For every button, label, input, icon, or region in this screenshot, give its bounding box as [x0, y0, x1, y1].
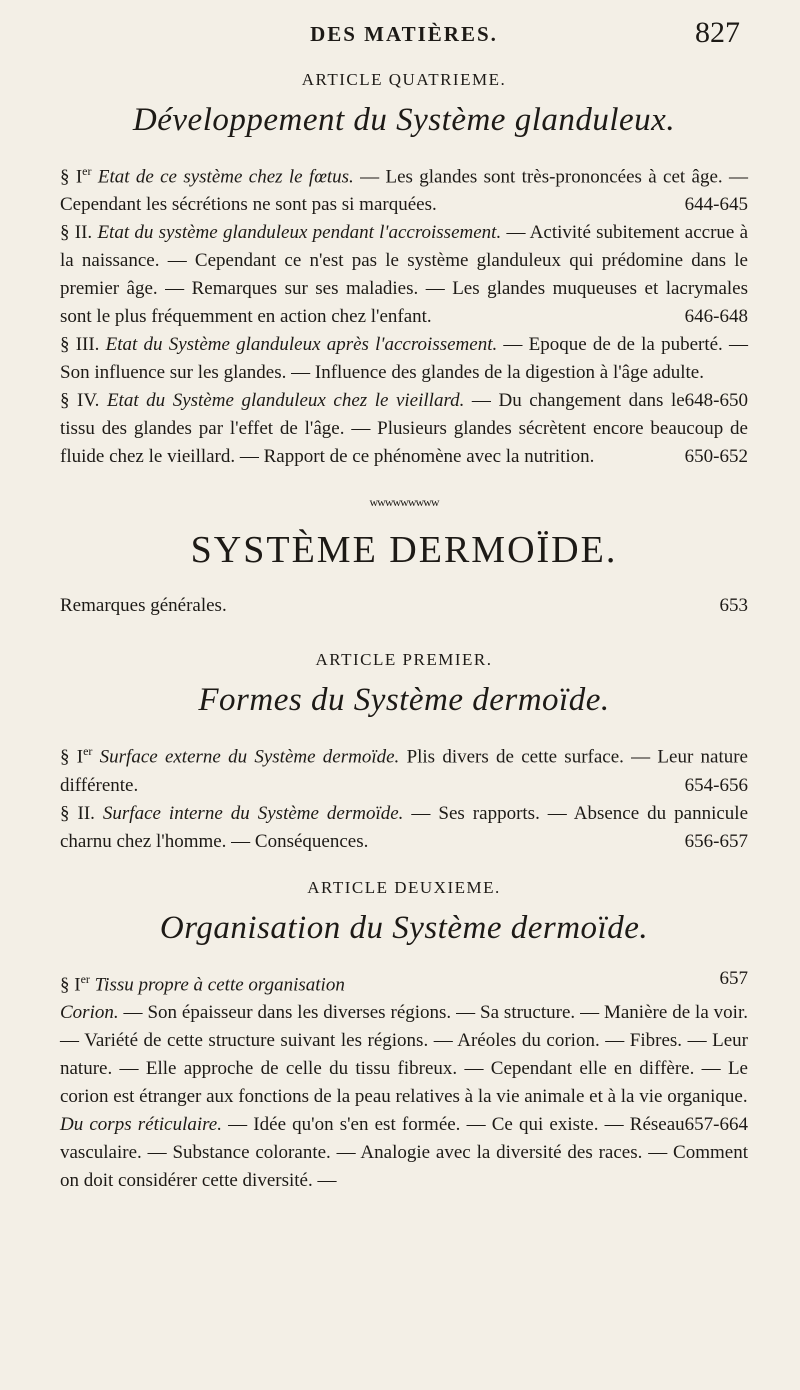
section-mark: § I: [60, 166, 83, 188]
entry-pages: 657-664: [684, 1113, 748, 1135]
index-entry: [60, 800, 748, 856]
index-entry: [60, 737, 748, 799]
entry-heading: Etat du Système glanduleux après l'accroissement.: [105, 334, 498, 356]
entry-text: — Du changement dans le tissu des glandes par l'effet de l'âge. — Plusieurs glandes sécrètent encore beaucoup de fluide chez le vieillard. — Rapport de ce phénomène avec la nutrition.: [60, 390, 748, 468]
article-label: ARTICLE QUATRIEME.: [301, 70, 507, 89]
entry-heading: Du corps réticulaire.: [60, 1113, 222, 1135]
section-title: Développement du Système glanduleux.: [132, 102, 676, 138]
entry-heading: Tissu propre à cette organisation: [94, 973, 345, 995]
index-entry: [60, 219, 748, 331]
index-entry: [60, 1111, 748, 1195]
entry-heading: Corion.: [60, 1001, 119, 1023]
entry-pages: 656-657: [684, 830, 748, 852]
entry-pages: 646-648: [684, 306, 748, 328]
index-entry: [60, 387, 748, 471]
entry-text: Plis divers de cette surface. — Leur nature différente.: [60, 746, 748, 796]
section-mark: § II.: [60, 802, 95, 824]
entry-heading: Surface externe du Système dermoïde.: [99, 746, 400, 768]
entry-pages: 644-645: [684, 194, 748, 216]
remarks-pages: 653: [719, 595, 748, 617]
entries-article4: [60, 157, 748, 471]
entry-text: — Les glandes sont très-prononcées à cet âge. — Cependant les sécrétions ne sont pas si marquées.: [60, 166, 748, 216]
entry-text: — Ses rapports. — Absence du pannicule charnu chez l'homme. — Conséquences.: [60, 802, 749, 852]
entries-article1: [60, 737, 748, 855]
remarks-text: Remarques générales.: [60, 595, 227, 617]
index-entry: [60, 157, 748, 219]
index-entry: [60, 965, 748, 999]
section-mark: § I: [60, 746, 84, 768]
entry-pages: 650-652: [684, 446, 748, 468]
remarks-entry: [60, 592, 748, 620]
section-mark: § IV.: [60, 390, 100, 412]
entry-heading: Etat de ce système chez le fœtus.: [97, 166, 354, 188]
ornamental-divider: ᴡᴡᴡᴡᴡᴡᴡᴡᴡ: [369, 495, 439, 510]
page-number: 827: [695, 16, 740, 49]
section-mark-sup: er: [80, 971, 90, 986]
entry-pages: 648-650: [684, 390, 748, 412]
entry-text: — Activité subitement accrue à la naissance. — Cependant ce n'est pas le système glanduleux qui prédomine dans le premier âge. — Remarques sur ses maladies. — Les glandes muqueuses et lacrymales sont le plus fréquemment en action chez l'enfant.: [60, 222, 749, 328]
entry-text: — Epoque de de la puberté. — Son influence sur les glandes. — Influence des glandes de la digestion à l'âge adulte.: [60, 334, 748, 384]
section-title: Organisation du Système dermoïde.: [159, 909, 649, 946]
section-mark-sup: er: [83, 744, 93, 759]
entry-pages: 657: [719, 967, 748, 989]
section-title: Formes du Système dermoïde.: [198, 682, 610, 719]
running-head-title: DES MATIÈRES.: [310, 22, 498, 46]
article-label: ARTICLE DEUXIEME.: [307, 877, 501, 897]
entry-heading: Etat du Système glanduleux chez le vieillard.: [106, 390, 465, 412]
section-mark: § II.: [60, 222, 93, 244]
entry-text: — Son épaisseur dans les diverses régions. — Sa structure. — Manière de la voir. — Variété de cette structure suivant les régions. — Aréoles du corion. — Fibres. — Leur nature. — Elle approche de celle du tissu fibreux. — Cependant elle en diffère. — Le corion est étranger aux fonctions de la peau relatives à la vie animale et à la vie organique.: [60, 1001, 748, 1107]
entries-article2: [60, 965, 748, 1195]
section-mark-sup: er: [82, 164, 92, 178]
section-mark: § I: [60, 973, 81, 995]
running-head: [60, 16, 748, 62]
section-mark: § III.: [60, 334, 100, 356]
entry-heading: Surface interne du Système dermoïde.: [102, 802, 404, 824]
entry-heading: Etat du système glanduleux pendant l'accroissement.: [97, 222, 502, 244]
system-title: SYSTÈME DERMOÏDE.: [190, 529, 618, 572]
entry-pages: 654-656: [684, 774, 748, 796]
entry-text: — Idée qu'on s'en est formée. — Ce qui existe. — Réseau vasculaire. — Substance colorante. — Analogie avec la diversité des races. — Comment on doit considérer cette diversité. —: [60, 1113, 748, 1191]
article-label: ARTICLE PREMIER.: [315, 650, 493, 670]
